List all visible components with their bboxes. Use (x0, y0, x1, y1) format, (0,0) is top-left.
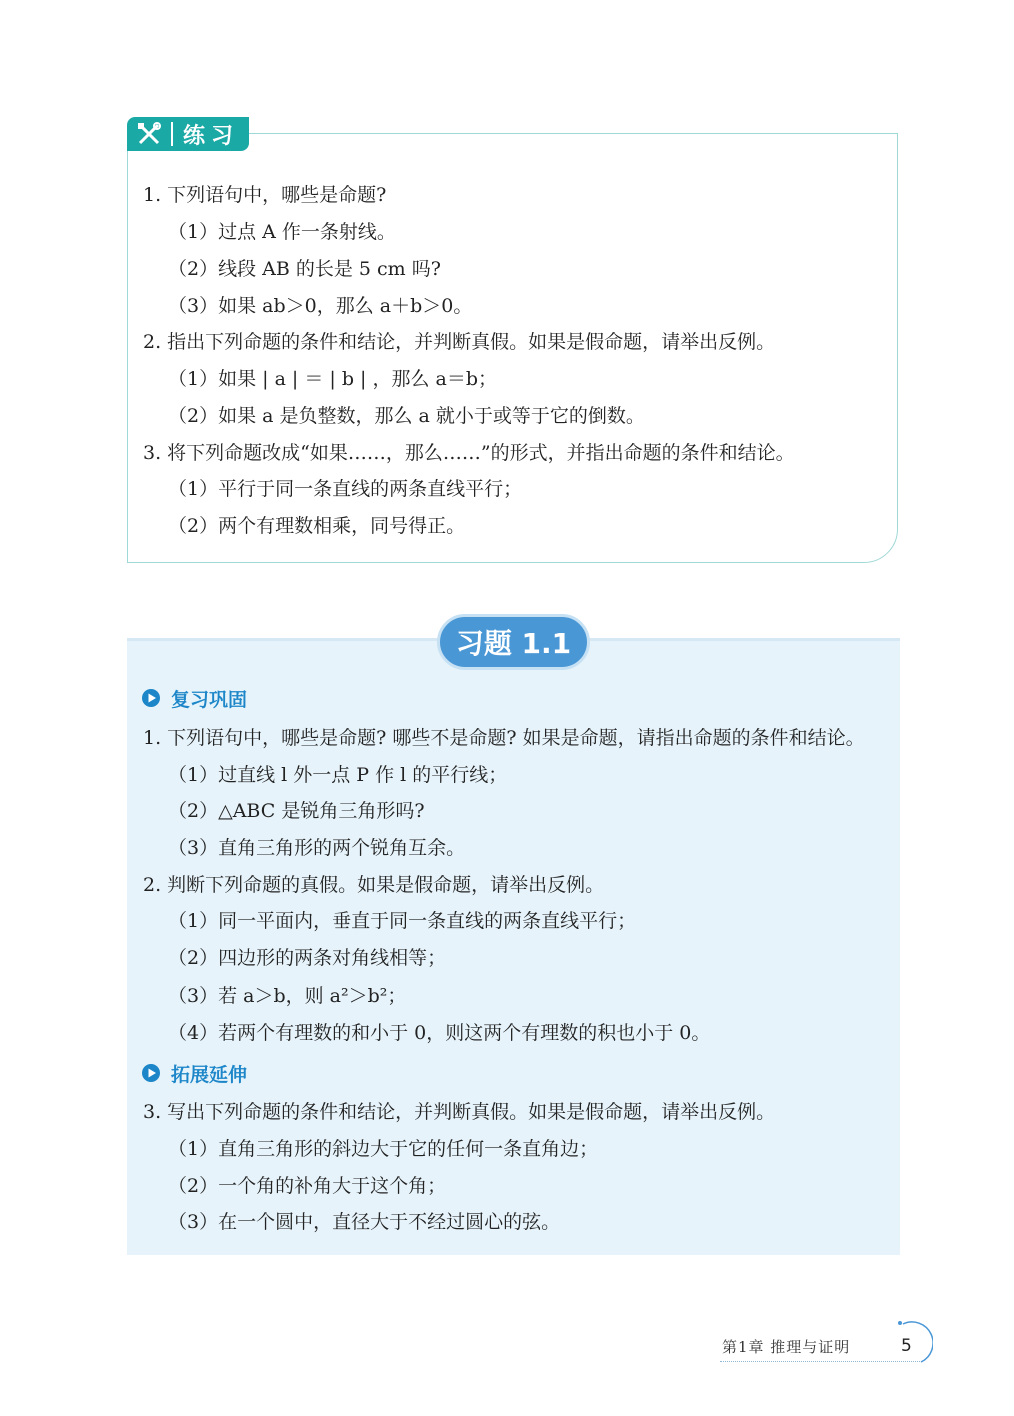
exercise-question-2: 2. 判断下列命题的真假。如果是假命题，请举出反例。 (143, 874, 605, 896)
exercise-question-1-item-2: （2）△ABC 是锐角三角形吗? (168, 800, 425, 822)
exercise-question-3-item-3: （3）在一个圆中，直径大于不经过圆心的弦。 (168, 1211, 561, 1233)
page-arc-icon (893, 1320, 933, 1368)
section-heading-extension (141, 1061, 247, 1085)
exercise-question-1-item-3: （3）直角三角形的两个锐角互余。 (168, 837, 466, 859)
footer-rule (720, 1361, 920, 1362)
exercise-question-2-item-2: （2）四边形的两条对角线相等； (168, 947, 447, 969)
tools-icon (127, 117, 171, 151)
practice-question-1-item-2: （2）线段 AB 的长是 5 cm 吗? (168, 258, 441, 280)
practice-question-3-item-1: （1）平行于同一条直线的两条直线平行； (168, 478, 523, 500)
play-circle-icon (141, 1063, 161, 1083)
section-heading-review (141, 686, 247, 710)
exercise-title: 习题 1.1 (437, 614, 590, 670)
exercise-question-3-item-1: （1）直角三角形的斜边大于它的任何一条直角边； (168, 1138, 599, 1160)
practice-question-3: 3. 将下列命题改成“如果……，那么……”的形式，并指出命题的条件和结论。 (143, 442, 795, 464)
practice-question-2-item-2: （2）如果 a 是负整数，那么 a 就小于或等于它的倒数。 (168, 405, 645, 427)
exercise-question-3-item-2: （2）一个角的补角大于这个角； (168, 1175, 447, 1197)
play-circle-icon (141, 688, 161, 708)
section-heading-extension-label: 拓展延伸 (171, 1063, 248, 1086)
practice-question-2-item-1: （1）如果 | a | ＝ | b | ，那么 a＝b； (168, 368, 498, 390)
practice-question-1: 1. 下列语句中，哪些是命题? (143, 184, 387, 206)
tab-separator (171, 122, 173, 146)
practice-question-3-item-2: （2）两个有理数相乘，同号得正。 (168, 515, 466, 537)
exercise-question-3: 3. 写出下列命题的条件和结论，并判断真假。如果是假命题，请举出反例。 (143, 1101, 776, 1123)
exercise-question-2-item-3: （3）若 a＞b，则 a²＞b²； (168, 985, 407, 1007)
exercise-question-1-item-1: （1）过直线 l 外一点 P 作 l 的平行线； (168, 764, 508, 786)
practice-question-2: 2. 指出下列命题的条件和结论，并判断真假。如果是假命题，请举出反例。 (143, 331, 776, 353)
practice-question-1-item-1: （1）过点 A 作一条射线。 (168, 221, 396, 243)
exercise-question-1: 1. 下列语句中，哪些是命题? 哪些不是命题? 如果是命题，请指出命题的条件和结论。 (143, 727, 865, 749)
page-number: 5 (901, 1336, 912, 1356)
footer-chapter: 第1章 推理与证明 (722, 1338, 851, 1356)
practice-tab-label: 练习 (183, 123, 240, 149)
practice-tab (127, 117, 249, 151)
practice-question-1-item-3: （3）如果 ab＞0，那么 a＋b＞0。 (168, 295, 473, 317)
exercise-question-2-item-1: （1）同一平面内，垂直于同一条直线的两条直线平行； (168, 910, 637, 932)
section-heading-review-label: 复习巩固 (171, 688, 248, 711)
exercise-question-2-item-4: （4）若两个有理数的和小于 0，则这两个有理数的积也小于 0。 (168, 1022, 711, 1044)
